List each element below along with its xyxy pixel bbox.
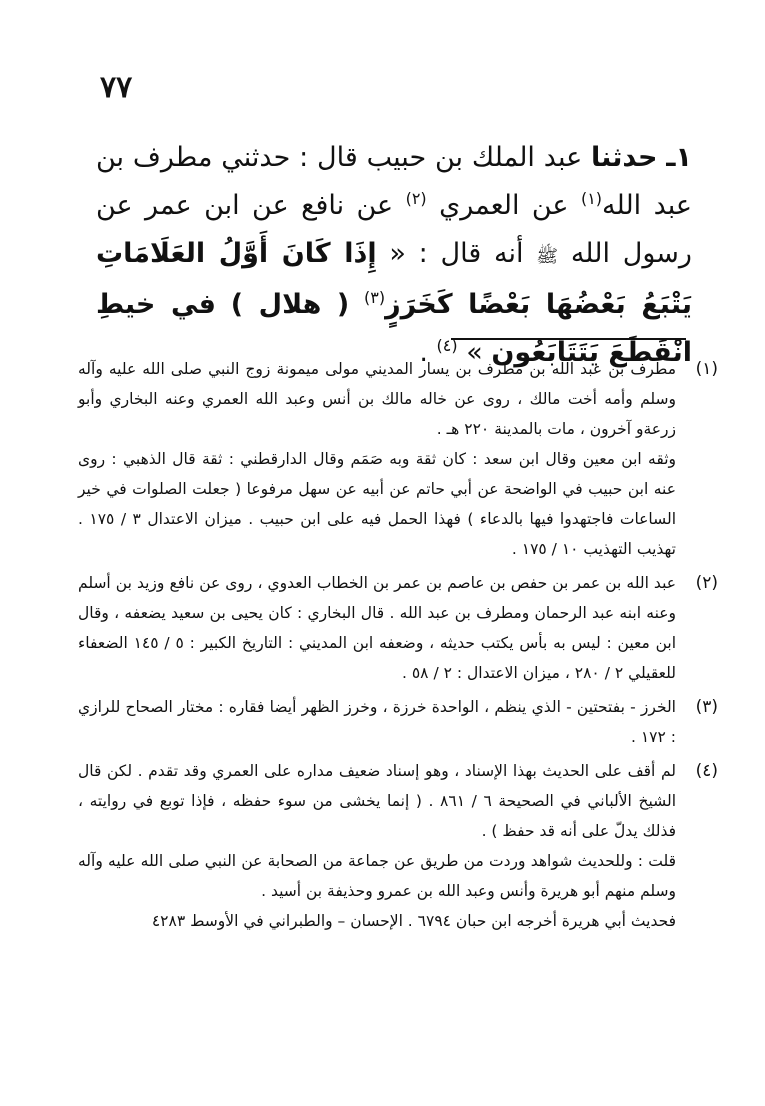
hadith-quote-parenthetical: ( هلال ): [230, 289, 350, 320]
hadith-number: ١ـ: [666, 142, 692, 173]
footnote-number: (٢): [695, 573, 718, 593]
footnote: [78, 756, 718, 936]
footnote-reference: (١): [580, 189, 603, 208]
quote-close-mark: »: [466, 337, 483, 368]
footnote-paragraph: مطرف بن عبد الله بن مطرف بن يسار المديني مولى ميمونة زوج النبي صلى الله عليه وآله وسلم وأمه أخت مالك ، روى عن خاله مالك بن أنس وعبد الله العمري وعنه البخاري وأبو زرعةو آخرون ، مات بالمدينة ٢٢٠ هـ .: [78, 360, 676, 438]
footnote-number: (١): [695, 359, 718, 379]
hadith-text-segment: عن العمري: [439, 190, 569, 221]
hadith-opening: حدثنا: [591, 142, 658, 173]
hadith-text-segment: عبد الملك بن حبيب قال : حدثني مطرف بن عبد الله: [96, 142, 692, 221]
footnote-paragraph: عبد الله بن عمر بن حفص بن عاصم بن عمر بن الخطاب العدوي ، روى عن نافع وزيد بن أسلم وعنه ابنه عبد الرحمان ومطرف بن عبد الله . قال البخاري : كان يحيى بن سعيد يضعفه ، وقال ابن معين : ليس به بأس يكتب حديثه ، وضعفه ابن المديني : التاريخ الكبير : ٥ / ١٤٥ الضعفاء للعقيلي ٢ / ٢٨٠ ، ميزان الاعتدال : ٢ / ٥٨ .: [78, 574, 677, 682]
footnote-reference: (٢): [405, 189, 427, 208]
footnote-paragraph: فحديث أبي هريرة أخرجه ابن حبان ٦٧٩٤ . الإحسان – والطبراني في الأوسط ٤٢٨٣: [151, 912, 676, 930]
footnote-separator: [451, 338, 686, 340]
hadith-text-segment: أنه قال :: [418, 238, 524, 269]
footnote-reference: (٤): [436, 336, 458, 355]
prophet-honorific: ﷺ: [536, 246, 559, 267]
end-mark: .: [419, 337, 428, 368]
footnote: [78, 692, 718, 752]
page-number: ٧٧: [100, 70, 133, 105]
footnote: [78, 354, 718, 564]
footnote-paragraph: قلت : وللحديث شواهد وردت من طريق عن جماعة من الصحابة عن النبي صلى الله عليه وآله وسلم منهم أبو هريرة وأنس وعبد الله بن عمرو وحذيفة بن أسيد .: [78, 852, 676, 900]
hadith-quote: إِذَا كَانَ أَوَّلُ العَلَامَاتِ يَتْبَعُ بَعْضُهَا بَعْضًا كَخَرَزٍ: [96, 238, 692, 320]
quote-open-mark: «: [389, 238, 406, 269]
footnote-body: [78, 354, 676, 564]
hadith-quote: في خيطِ انْقَطَعَ يَتَتَابَعُون: [96, 289, 692, 368]
footnote-paragraph: لم أقف على الحديث بهذا الإسناد ، وهو إسناد ضعيف مداره على العمري وقد تقدم . لكن قال الشيخ الألباني في الصحيحة ٦ / ٨٦١ . ( إنما يخشى من سوء حفظه ، فإذا توبع في روايته ، فذلك يدلّ على أنه قد حفظ ) .: [78, 762, 676, 840]
hadith-text: [96, 134, 692, 377]
footnote-paragraph: الخرز - بفتحتين - الذي ينظم ، الواحدة خرزة ، وخرز الظهر أيضا فقاره : مختار الصحاح للرازي : ١٧٢ .: [78, 698, 676, 746]
footnote-number: (٤): [695, 761, 718, 781]
footnote-body: [78, 568, 676, 688]
hadith-text-segment: عن نافع عن ابن عمر عن رسول الله: [96, 190, 692, 269]
footnote-body: [78, 692, 676, 752]
footnote-number: (٣): [695, 697, 718, 717]
footnotes: [78, 354, 718, 940]
footnote-body: [78, 756, 676, 936]
footnote: [78, 568, 718, 688]
footnote-reference: (٣): [363, 288, 386, 307]
footnote-paragraph: وثقه ابن معين وقال ابن سعد : كان ثقة وبه صَمَم وقال الدارقطني : ثقة قال الذهبي : روى عنه ابن حبيب في الواضحة عن أبي حاتم عن أبيه عن سهل مرفوعا ( جعلت الصلوات في خير الساعات فاجتهدوا فيها بالدعاء ) فهذا الحمل فيه على ابن حبيب . ميزان الاعتدال ٣ / ١٧٥ . تهذيب التهذيب ١٠ / ١٧٥ .: [78, 450, 676, 558]
